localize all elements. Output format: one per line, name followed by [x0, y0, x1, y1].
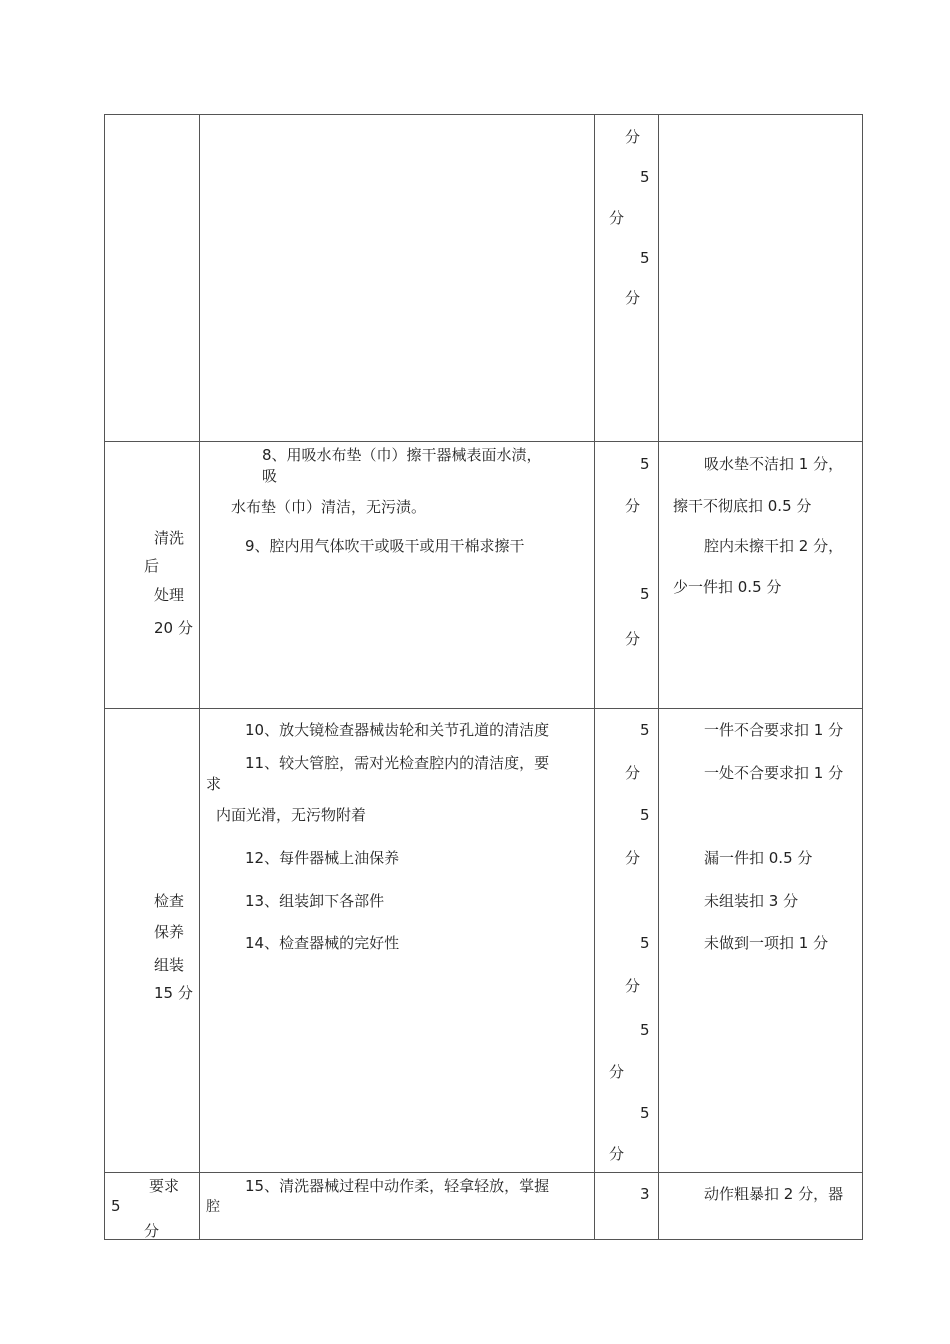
row2-score-text: 分 — [625, 497, 641, 515]
row3-score-text: 分 — [609, 1145, 625, 1163]
row1-score-text: 分 — [609, 209, 625, 227]
row3-deduction-text: 未组装扣 3 分 — [704, 892, 799, 910]
row3-deduction-text: 一处不合要求扣 1 分 — [704, 764, 844, 782]
table-border-top — [104, 114, 863, 115]
row2-deduction-text: 吸水垫不洁扣 1 分， — [704, 455, 844, 473]
row3-category-text: 组装 — [154, 956, 185, 974]
row4-category-text: 分 — [144, 1222, 160, 1240]
row4-score-text: 3 — [640, 1185, 650, 1203]
row2-item-text: 水布垫（巾）清洁，无污渍。 — [231, 498, 427, 516]
table-border-right — [862, 114, 863, 1240]
table-row-divider-3 — [104, 1172, 863, 1173]
row1-score-text: 5 — [640, 168, 650, 186]
row2-item-text: 8、用吸水布垫（巾）擦干器械表面水渍， — [262, 446, 542, 464]
row2-score-text: 分 — [625, 630, 641, 648]
row3-score-text: 5 — [640, 1021, 650, 1039]
table-col-divider-2 — [594, 114, 595, 1240]
row2-category-text: 20 分 — [154, 619, 193, 637]
row3-item-text: 14、检查器械的完好性 — [245, 934, 400, 952]
row2-score-text: 5 — [640, 455, 650, 473]
row3-score-text: 5 — [640, 806, 650, 824]
table-border-bottom — [104, 1239, 863, 1240]
table-row-divider-1 — [104, 441, 863, 442]
row3-score-text: 分 — [625, 977, 641, 995]
row4-item-text: 15、清洗器械过程中动作柔，轻拿轻放，掌握 — [245, 1177, 550, 1195]
row3-score-text: 分 — [625, 764, 641, 782]
table-col-divider-1 — [199, 114, 200, 1240]
row3-category-text: 15 分 — [154, 984, 193, 1002]
row2-item-text: 吸 — [262, 467, 278, 485]
row1-score-text: 分 — [625, 289, 641, 307]
row3-deduction-text: 未做到一项扣 1 分 — [704, 934, 829, 952]
row2-item-text: 9、腔内用气体吹干或吸干或用干棉求擦干 — [245, 537, 525, 555]
row2-score-text: 5 — [640, 585, 650, 603]
row3-item-text: 内面光滑，无污物附着 — [216, 806, 367, 824]
table-col-divider-3 — [658, 114, 659, 1240]
row3-score-text: 分 — [609, 1063, 625, 1081]
table-row-divider-2 — [104, 708, 863, 709]
row3-item-text: 13、组装卸下各部件 — [245, 892, 385, 910]
row4-item-text: 腔 — [206, 1199, 220, 1215]
row3-item-text: 10、放大镜检查器械齿轮和关节孔道的清洁度 — [245, 721, 550, 739]
row1-score-text: 分 — [625, 128, 641, 146]
row2-category-text: 后 — [144, 557, 160, 575]
row3-deduction-text: 一件不合要求扣 1 分 — [704, 721, 844, 739]
row3-item-text: 12、每件器械上油保养 — [245, 849, 400, 867]
row2-category-text: 清洗 — [154, 529, 185, 547]
table-border-left — [104, 114, 105, 1240]
row3-score-text: 5 — [640, 934, 650, 952]
row2-deduction-text: 少一件扣 0.5 分 — [673, 578, 782, 596]
row3-deduction-text: 漏一件扣 0.5 分 — [704, 849, 813, 867]
row2-deduction-text: 擦干不彻底扣 0.5 分 — [673, 497, 812, 515]
row3-score-text: 5 — [640, 721, 650, 739]
row3-item-text: 求 — [206, 775, 222, 793]
row2-deduction-text: 腔内未擦干扣 2 分， — [704, 537, 844, 555]
row3-item-text: 11、较大管腔，需对光检查腔内的清洁度，要 — [245, 754, 550, 772]
row4-deduction-text: 动作粗暴扣 2 分，器 — [704, 1185, 844, 1203]
row3-score-text: 5 — [640, 1104, 650, 1122]
row2-category-text: 处理 — [154, 586, 185, 604]
row3-category-text: 检查 — [154, 892, 185, 910]
row4-category-text: 5 — [111, 1197, 121, 1215]
row4-category-text: 要求 — [149, 1177, 180, 1195]
row1-score-text: 5 — [640, 249, 650, 267]
row3-category-text: 保养 — [154, 923, 185, 941]
row3-score-text: 分 — [625, 849, 641, 867]
